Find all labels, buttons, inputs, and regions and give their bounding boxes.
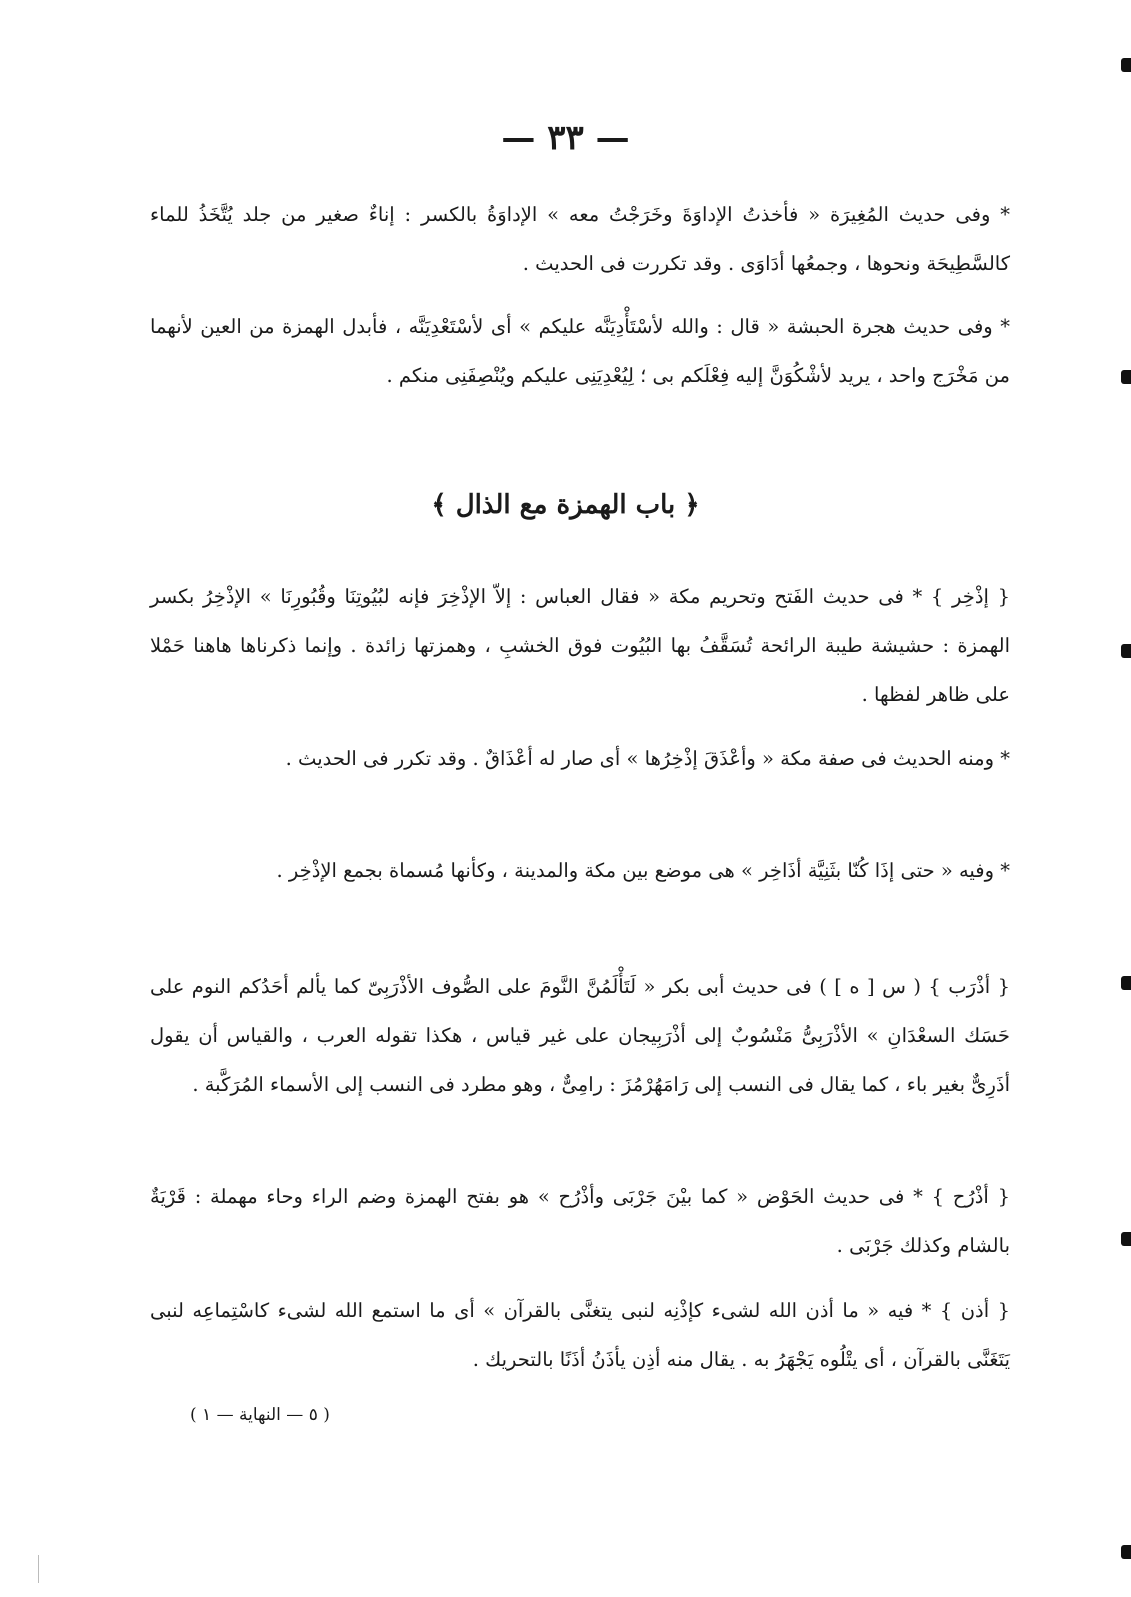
scan-mark	[1121, 976, 1131, 990]
paragraph-idawa: * وفى حديث المُغِيرَة « فأخذتُ الإداوَةَ وخَرَجْتُ معه » الإداوَةُ بالكسر : إناءٌ صغير من جلد يُتَّخَذُ للماء كالسَّطِيحَة ونحوها ، وجمعُها أدَاوَى . وقد تكررت فى الحديث .	[150, 203, 1010, 275]
scan-mark	[1121, 1545, 1131, 1559]
footer-signature: ( ٥ — النهاية — ١ )	[190, 1405, 330, 1425]
paragraph-adhaq: * ومنه الحديث فى صفة مكة « وأعْذَقَ إذْخِرُها » أى صار له أعْذَاقٌ . وقد تكرر فى الحديث .	[285, 747, 1010, 770]
entry-adhn: { أذن } * فيه « ما أذن الله لشىء كإذْنِه لنبى يتغنَّى بالقرآن » أى ما استمع الله لشىء كاسْتِماعِه لنبى يَتَغَنَّى بالقرآن ، أى يتْلُوه يَجْهَرُ به . يقال منه أذِن يأذَنُ أذَنًا بالتحريك .	[150, 1299, 1010, 1371]
entry-adhrab: { أذْرَب } ( س [ ه ] ) فى حديث أبى بكر « لَتَأْلَمُنَّ النَّومَ على الصُّوف الأذْرَبِىّ كما يألم أحَدُكم النوم على حَسَك السعْدَانِ » الأذْرَبِىُّ مَنْسُوبٌ إلى أذْرَبِيجان على غير قياس ، هكذا تقوله العرب ، والقياس أن يقول أذَرِىٌّ بغير باء ، كما يقال فى النسب إلى رَامَهُرْمُزَ : رامِىٌّ ، وهو مطرد فى النسب إلى الأسماء المُرَكَّبة .	[150, 975, 1010, 1096]
scan-mark	[1121, 370, 1131, 384]
entry-adhruh: { أذْرُح } * فى حديث الحَوْض « كما بيْنَ جَرْبَى وأذْرُح » هو بفتح الهمزة وضم الراء وحاء مهملة : قَرْيَةٌ بالشام وكذلك جَرْبَى .	[150, 1185, 1010, 1257]
paragraph-adhakhir: * وفيه « حتى إذَا كُنّا بثَنِيَّة أذَاخِر » هى موضع بين مكة والمدينة ، وكأنها مُسماة بجمع الإذْخِر .	[276, 859, 1010, 882]
scan-mark	[1121, 58, 1131, 72]
section-heading: ﴿ باب الهمزة مع الذال ﴾	[431, 490, 700, 520]
scan-mark	[1121, 1232, 1131, 1246]
page-number: — ٣٣ —	[501, 118, 630, 158]
scan-mark	[1121, 644, 1131, 658]
page-edge-line	[38, 1555, 39, 1583]
entry-idhkhir: { إذْخِر } * فى حديث الفَتح وتحريم مكة « فقال العباس : إلاّ الإذْخِرَ فإنه لبُيُوتِنَا وقُبُورِنَا » الإذْخِرُ بكسر الهمزة : حشيشة طيبة الرائحة تُسَقَّفُ بها البُيُوت فوق الخشبِ ، وهمزتها زائدة . وإنما ذكرناها هاهنا حَمْلا على ظاهر لفظها .	[150, 585, 1010, 706]
paragraph-habasha: * وفى حديث هجرة الحبشة « قال : والله لأسْتَأْدِيَنَّه عليكم » أى لأسْتَعْدِيَنَّه ، فأبدل الهمزة من العين لأنهما من مَخْرَج واحد ، يريد لأشْكُوَنَّ إليه فِعْلَكم بى ؛ لِيُعْدِيَنِى عليكم ويُنْصِفَنِى منكم .	[150, 315, 1010, 387]
